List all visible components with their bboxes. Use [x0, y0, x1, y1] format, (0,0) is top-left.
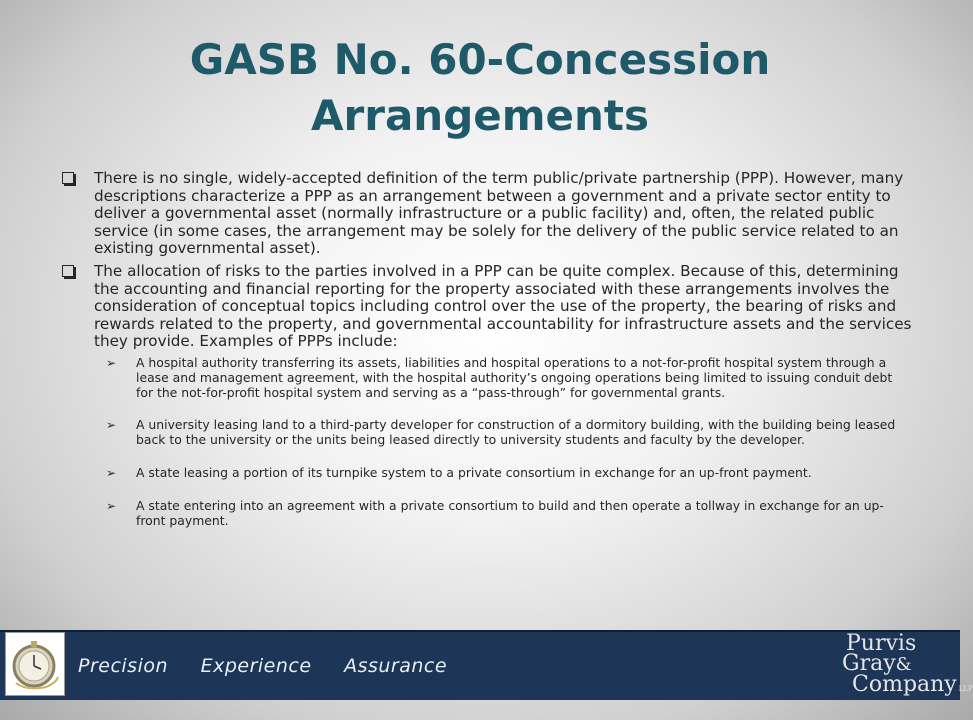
sub-bullet-text: A university leasing land to a third-party developer for construction of a dormitory building, with the building being leased back to the university or the units being leased directly to university students and faculty by the developer. — [136, 417, 896, 448]
arrow-bullet-icon: ➢ — [106, 355, 117, 370]
tagline-precision: Precision — [78, 655, 169, 677]
sub-bullet-text: A state leasing a portion of its turnpike system to a private consortium in exchange for an up-front payment. — [136, 464, 812, 480]
arrow-bullet-icon: ➢ — [106, 418, 117, 433]
bullet-text: The allocation of risks to the parties involved in a PPP can be quite complex. Because of this, determining the accounting and financial reporting for the property associated with these arrangements involves the consideration of conceptual topics including control over the use of the property, the bearing of risks and rewards related to the property, and governmental accountability for infrastructure assets and the services they provide. Examples of PPPs include: — [94, 261, 912, 351]
footer-tagline — [78, 655, 473, 677]
company-llp: LLP — [958, 685, 973, 693]
company-name-line-2: Gray — [842, 651, 896, 676]
slide-title — [0, 32, 960, 144]
pocket-watch-icon — [5, 632, 65, 696]
title-line-1: GASB No. 60-Concession — [189, 35, 771, 84]
bullet-text: There is no single, widely-accepted definition of the term public/private partnership (PPP). However, many descriptions characterize a PPP as an arrangement between a government and a private sector entity to deliver a governmental asset (normally infrastructure or a public facility) and, often, the related public service (in some cases, the arrangement may be solely for the delivery of the public service related to an existing governmental asset). — [94, 169, 904, 258]
company-name-line-1: Purvis — [846, 631, 917, 656]
sub-bullet-text: A hospital authority transferring its assets, liabilities and hospital operations to a not-for-profit hospital system through a lease and management agreement, with the hospital authority’s ongoing operations being limited to issuing conduit debt for the not-for-profit hospital system and serving as a “pass-through” for governmental grants. — [136, 354, 893, 400]
checkbox-bullet-icon — [62, 172, 74, 184]
arrow-bullet-icon: ➢ — [106, 498, 117, 513]
sub-bullet-hospital — [62, 356, 912, 400]
tagline-experience: Experience — [200, 655, 312, 677]
company-logo — [842, 631, 973, 699]
company-ampersand: & — [895, 654, 912, 675]
arrow-bullet-icon: ➢ — [106, 465, 117, 480]
sub-bullet-turnpike — [62, 466, 912, 481]
bullet-ppp-definition — [62, 170, 912, 258]
slide-content — [62, 170, 912, 546]
title-line-2: Arrangements — [311, 91, 649, 140]
sub-bullet-tollway — [62, 499, 912, 529]
sub-bullet-text: A state entering into an agreement with a private consortium to build and then operate a tollway in exchange for an up-front payment. — [136, 497, 884, 528]
tagline-assurance: Assurance — [344, 655, 448, 677]
checkbox-bullet-icon — [62, 265, 74, 277]
sub-bullet-university — [62, 418, 912, 448]
company-name-line-3: Company — [852, 672, 957, 697]
bullet-risk-allocation — [62, 263, 912, 351]
